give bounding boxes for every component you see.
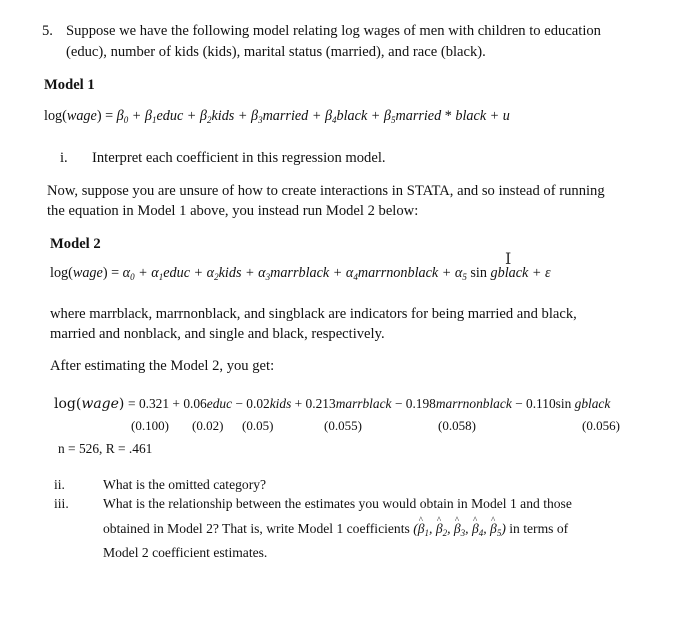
after-estimating-line: After estimating the Model 2, you get: bbox=[50, 358, 275, 374]
model1-equation: log(wage) = $\beta_0$ + $\beta_1educ$ + $\beta_2kids$ + $\beta_3married$ + $\beta_4black$ + $\beta_5married$ * black + u bbox=[44, 108, 510, 125]
para3-line-1: where marrblack, marrnonblack, and singblack are indicators for being married and black, bbox=[50, 306, 577, 322]
item-iii-line-2: obtained in Model 2? That is, write Model 1 coefficients (^ $\beta_1$, ^ $\beta_2$, ^ $\beta_3$, ^ $\beta_4$, ^ $\beta_5$) in terms of bbox=[103, 519, 568, 543]
se-educ: (0.02) bbox=[192, 418, 224, 433]
item-iii-line-1: What is the relationship between the estimates you would obtain in Model 1 and those bbox=[103, 496, 572, 511]
model2-equation: log(wage) = $\alpha_0$ + $\alpha_1educ$ + $\alpha_2kids$ + $\alpha_3marrblack$ + $\alpha_4marrnonblack + \alpha_5$ sin gblack + ε bbox=[50, 265, 551, 282]
model2-heading: Model 2 bbox=[50, 236, 101, 252]
intro-line-2: (educ), number of kids (kids), marital status (married), and race (black). bbox=[66, 44, 486, 60]
item-iii-line-3: Model 2 coefficient estimates. bbox=[103, 545, 268, 560]
model1-heading: Model 1 bbox=[44, 77, 95, 93]
item-ii-text: What is the omitted category? bbox=[103, 477, 267, 492]
question-number: 5. bbox=[42, 23, 53, 39]
para3-line-2: married and nonblack, and single and black, respectively. bbox=[50, 326, 385, 342]
item-i-label: i. bbox=[60, 150, 68, 166]
item-ii-label: ii. bbox=[54, 477, 65, 492]
se-kids: (0.05) bbox=[242, 418, 274, 433]
item-i-text: Interpret each coefficient in this regression model. bbox=[92, 150, 386, 166]
estimated-equation: log(wage) = 0.321 + 0.06educ − 0.02kids + 0.213marrblack − 0.198marrnonblack − 0.110sin gblack (0.100) (0.02) (0.05) (0.055) (0.058) (0.056) n = 526, R = .461 bbox=[54, 396, 620, 456]
para2-line-2: the equation in Model 1 above, you instead run Model 2 below: bbox=[47, 203, 419, 219]
para2-line-1: Now, suppose you are unsure of how to create interactions in STATA, and so instead of running bbox=[47, 183, 605, 199]
se-singblack: (0.056) bbox=[582, 418, 620, 433]
item-iii-label: iii. bbox=[54, 496, 69, 511]
se-marrblack: (0.055) bbox=[324, 418, 362, 433]
regression-stats: n = 526, R = .461 bbox=[58, 441, 153, 456]
se-intercept: (0.100) bbox=[131, 418, 169, 433]
text-cursor-icon: I bbox=[505, 249, 512, 268]
intro-line-1: Suppose we have the following model relating log wages of men with children to education bbox=[66, 23, 601, 39]
se-marrnonblack: (0.058) bbox=[438, 418, 476, 433]
